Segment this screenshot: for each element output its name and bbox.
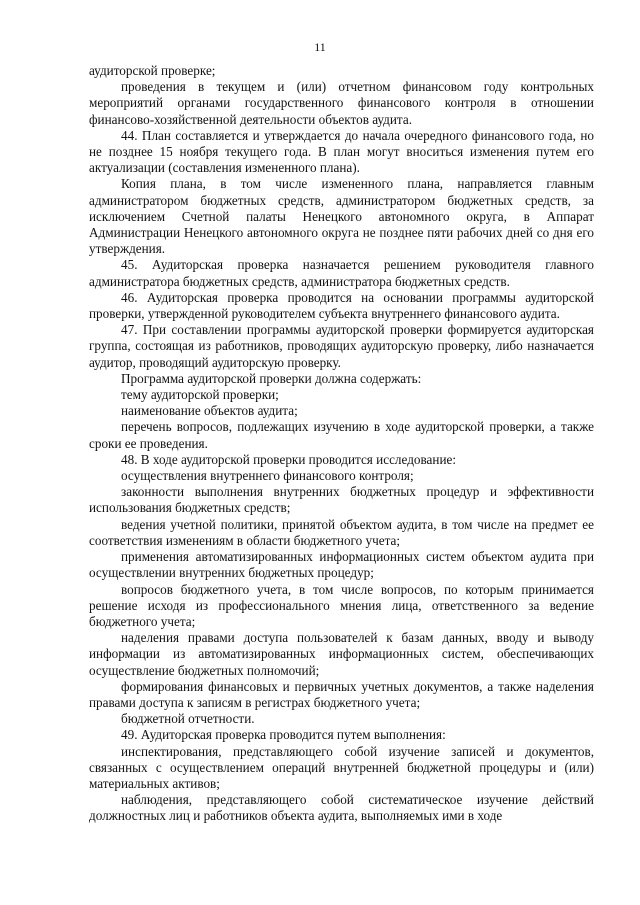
page-number: 11 <box>314 40 326 54</box>
paragraph: аудиторской проверке; <box>89 63 216 78</box>
paragraph: 45. Аудиторская проверка назначается решением руководителя главного администратора бюджетных средств, администратора бюджетных средств. <box>89 257 594 289</box>
paragraph: бюджетной отчетности. <box>121 711 255 727</box>
paragraph: ведения учетной политики, принятой объектом аудита, в том числе на предмет ее соответствия изменениям в области бюджетного учета; <box>89 516 594 548</box>
paragraph: осуществления внутреннего финансового контроля; <box>121 468 414 484</box>
document-body <box>89 63 594 825</box>
paragraph: инспектирования, представляющего собой изучение записей и документов, связанных с осуществлением операций внутренней бюджетной процедуры и (или) материальных активов; <box>89 743 594 791</box>
paragraph: наблюдения, представляющего собой систематическое изучение действий должностных лиц и работников объекта аудита, выполняемых ими в ходе <box>89 792 594 824</box>
paragraph: 47. При составлении программы аудиторской проверки формируется аудиторская группа, состоящая из работников, проводящих аудиторскую проверку, либо назначается аудитор, проводящий аудиторскую проверку. <box>89 322 594 370</box>
paragraph: 44. План составляется и утверждается до начала очередного финансового года, но не позднее 15 ноября текущего года. В план могут вноситься изменения путем его актуализации (составления измененного плана). <box>89 127 594 176</box>
paragraph: формирования финансовых и первичных учетных документов, а также наделения правами доступа к записям в регистрах бюджетного учета; <box>89 678 594 710</box>
paragraph: применения автоматизированных информационных систем объектом аудита при осуществлении внутренних бюджетных процедур; <box>89 549 594 581</box>
paragraph: законности выполнения внутренних бюджетных процедур и эффективности использования бюджетных средств; <box>89 484 594 516</box>
paragraph: Программа аудиторской проверки должна содержать: <box>121 370 422 386</box>
paragraph: вопросов бюджетного учета, в том числе вопросов, по которым принимается решение исходя из профессионального мнения лица, ответственного за ведение бюджетного учета; <box>89 581 594 629</box>
paragraph: 46. Аудиторская проверка проводится на основании программы аудиторской проверки, утвержденной руководителем субъекта внутреннего финансового аудита. <box>89 289 594 322</box>
paragraph: проведения в текущем и (или) отчетном финансовом году контрольных мероприятий органами государственного финансового контроля в отношении финансово-хозяйственной деятельности объектов аудита. <box>89 79 594 127</box>
paragraph: 49. Аудиторская проверка проводится путем выполнения: <box>121 727 446 743</box>
paragraph: тему аудиторской проверки; <box>121 387 279 403</box>
paragraph: Копия плана, в том числе измененного плана, направляется главным администратором бюджетных средств, администратором бюджетных средств, за исключением Счетной палаты Ненецкого автономного округа, в Аппарат Администрации Ненецкого автономного округа не позднее пяти рабочих дней со дня его утверждения. <box>89 176 594 257</box>
paragraph: 48. В ходе аудиторской проверки проводится исследование: <box>121 451 457 467</box>
paragraph: перечень вопросов, подлежащих изучению в ходе аудиторской проверки, а также сроки ее проведения. <box>89 419 594 451</box>
paragraph: наименование объектов аудита; <box>121 403 298 419</box>
paragraph: наделения правами доступа пользователей к базам данных, вводу и выводу информации из автоматизированных информационных систем, обеспечивающих осуществление бюджетных полномочий; <box>89 630 594 678</box>
